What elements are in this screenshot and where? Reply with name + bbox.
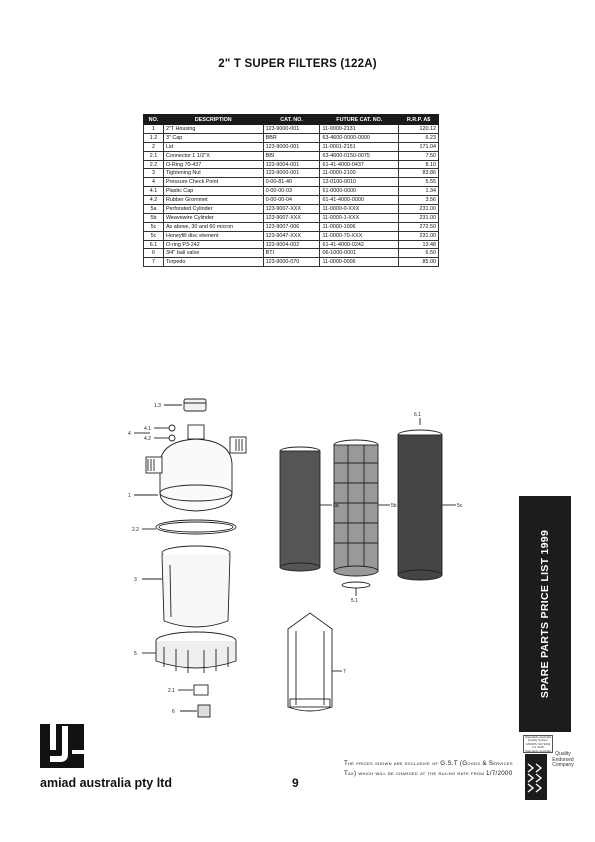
label-5c: 5c xyxy=(457,503,463,509)
table-row xyxy=(144,178,439,187)
table-row xyxy=(144,151,439,160)
cell-rrp: 171.04 xyxy=(399,142,439,151)
cell-rrp: 7.50 xyxy=(399,151,439,160)
label-6-1: 6.1 xyxy=(414,412,421,418)
cell-description: Plastic Cap xyxy=(163,187,263,196)
cell-cat-no: 123-9000-070 xyxy=(263,258,320,267)
table-header-row xyxy=(144,115,439,125)
table-row xyxy=(144,125,439,134)
torpedo-part xyxy=(288,613,342,711)
label-5: 5 xyxy=(134,651,137,657)
cell-cat-no: BBI xyxy=(263,151,320,160)
gst-disclaimer: The prices shown are exclusive of G.S.T (Goods & Services Tax) which will be charged at the ruling rate from 1/7/2000 xyxy=(344,760,513,777)
label-4-2: 4.2 xyxy=(144,436,151,442)
label-5-1: 5.1 xyxy=(351,598,358,604)
cell-no: 4.1 xyxy=(144,187,164,196)
quality-endorsed-text: Quality Endorsed Company xyxy=(552,751,574,768)
cell-future-cat-no: 11-0001-2151 xyxy=(320,142,399,151)
cell-cat-no: 0-00-00-03 xyxy=(263,187,320,196)
cell-no: 3 xyxy=(144,169,164,178)
exploded-parts-diagram xyxy=(120,385,480,725)
table-row xyxy=(144,249,439,258)
table-body xyxy=(144,125,439,267)
table-row xyxy=(144,196,439,205)
cell-description: Honeyfill disc element xyxy=(163,231,263,240)
cell-rrp: 3.56 xyxy=(399,196,439,205)
cell-rrp: 85.00 xyxy=(399,258,439,267)
label-1: 1 xyxy=(128,493,131,499)
cell-rrp: 231.00 xyxy=(399,231,439,240)
cell-description: As above, 30 and 60 micron xyxy=(163,222,263,231)
header-rrp: R.R.P. A$ xyxy=(399,115,439,125)
table-row xyxy=(144,133,439,142)
table-row xyxy=(144,222,439,231)
cell-description: Tightening Nut xyxy=(163,169,263,178)
table-row xyxy=(144,205,439,214)
cell-cat-no: BTI xyxy=(263,249,320,258)
cell-future-cat-no: 63-4600-0150-0075 xyxy=(320,151,399,160)
cell-rrp: 5.55 xyxy=(399,178,439,187)
cell-future-cat-no: 12-0100-0010 xyxy=(320,178,399,187)
cell-rrp: 120.12 xyxy=(399,125,439,134)
cell-description: 2"T Housing xyxy=(163,125,263,134)
cap-part xyxy=(164,399,206,411)
cell-description: Lid xyxy=(163,142,263,151)
table-row xyxy=(144,142,439,151)
cell-rrp: 231.00 xyxy=(399,213,439,222)
table-row xyxy=(144,240,439,249)
cell-future-cat-no: 11-0000-2131 xyxy=(320,125,399,134)
cell-cat-no: 123-9000-001 xyxy=(263,125,320,134)
cell-no: 5b xyxy=(144,213,164,222)
cell-no: 2 xyxy=(144,142,164,151)
cell-description: O-Ring 70-437 xyxy=(163,160,263,169)
bowl-part xyxy=(142,546,230,627)
cell-future-cat-no: 61-41-4000-0437 xyxy=(320,160,399,169)
cell-description: O-ring P3-242 xyxy=(163,240,263,249)
label-5a: 5a xyxy=(333,503,339,509)
honeyfill-cylinder xyxy=(398,418,456,580)
cell-no: 5c xyxy=(144,231,164,240)
weavewire-cylinder xyxy=(334,440,390,576)
header-no: NO. xyxy=(144,115,164,125)
table-row xyxy=(144,187,439,196)
cell-no: 5a xyxy=(144,205,164,214)
company-name: amiad australia pty ltd xyxy=(40,776,172,790)
table-row xyxy=(144,169,439,178)
cell-no: 1 xyxy=(144,125,164,134)
label-3: 3 xyxy=(134,577,137,583)
table-row xyxy=(144,160,439,169)
cell-cat-no: 123-9007-XXX xyxy=(263,205,320,214)
cell-no: 6 xyxy=(144,249,164,258)
cell-future-cat-no: 06-1000-0001 xyxy=(320,249,399,258)
label-4: 4 xyxy=(128,431,131,437)
table-row xyxy=(144,258,439,267)
page-title: 2" T SUPER FILTERS (122A) xyxy=(218,58,377,70)
label-1-3: 1.3 xyxy=(154,403,161,409)
cell-cat-no: 123-9007-XXX xyxy=(263,213,320,222)
cell-future-cat-no: 11-0000-1-XXX xyxy=(320,213,399,222)
cell-future-cat-no: 61-41-4000-0000 xyxy=(320,196,399,205)
sidebar-title: SPARE PARTS PRICE LIST 1999 xyxy=(539,529,551,699)
label-2-2: 2.2 xyxy=(132,527,139,533)
cell-cat-no: 123-9004-001 xyxy=(263,160,320,169)
cell-description: Torpedo xyxy=(163,258,263,267)
cell-rrp: 13.48 xyxy=(399,240,439,249)
cell-future-cat-no: 11-0000-70-XXX xyxy=(320,231,399,240)
header-description: DESCRIPTION xyxy=(163,115,263,125)
cell-rrp: 6.50 xyxy=(399,249,439,258)
cell-rrp: 6.23 xyxy=(399,133,439,142)
cell-description: Pressure Check Point xyxy=(163,178,263,187)
cell-cat-no: 123-9004-002 xyxy=(263,240,320,249)
nut-part xyxy=(142,632,236,673)
cell-no: 2.1 xyxy=(144,151,164,160)
cell-description: Weavewire Cylinder xyxy=(163,213,263,222)
cell-cat-no: 123-9000-001 xyxy=(263,169,320,178)
cell-no: 2.2 xyxy=(144,160,164,169)
amiad-logo xyxy=(40,720,88,772)
quality-system-stamp: Standards Australia Quality System AS/NZS ISO 9002 Lic 4145 Standards Australia xyxy=(524,735,551,753)
table-row xyxy=(144,231,439,240)
cell-future-cat-no: 11-0000-0006 xyxy=(320,258,399,267)
cell-no: 6.1 xyxy=(144,240,164,249)
table-row xyxy=(144,213,439,222)
cell-no: 7 xyxy=(144,258,164,267)
label-6: 6 xyxy=(172,709,175,715)
label-2-1: 2.1 xyxy=(168,688,175,694)
cell-future-cat-no: 11-0000-0-XXX xyxy=(320,205,399,214)
cell-future-cat-no: 11-0000-2100 xyxy=(320,169,399,178)
cell-cat-no: BBR xyxy=(263,133,320,142)
cell-description: 3/4" ball valve xyxy=(163,249,263,258)
cell-future-cat-no: 61-41-4000-0242 xyxy=(320,240,399,249)
cell-no: 4.2 xyxy=(144,196,164,205)
cell-cat-no: 123-9047-XXX xyxy=(263,231,320,240)
cell-no: 5c xyxy=(144,222,164,231)
cell-rrp: 272.50 xyxy=(399,222,439,231)
page-number: 9 xyxy=(292,776,299,790)
cell-cat-no: 123-9007-006 xyxy=(263,222,320,231)
cell-cat-no: 123-9000-001 xyxy=(263,142,320,151)
cell-description: Connector 1 1/2"X xyxy=(163,151,263,160)
cell-cat-no: 0-00-81-40 xyxy=(263,178,320,187)
label-4-1: 4.1 xyxy=(144,426,151,432)
cell-future-cat-no: 61-0000-0000 xyxy=(320,187,399,196)
perforated-cylinder xyxy=(280,447,332,571)
header-future-cat-no: FUTURE CAT. NO. xyxy=(320,115,399,125)
cell-rrp: 83.86 xyxy=(399,169,439,178)
spare-parts-table xyxy=(143,114,439,267)
label-7: 7 xyxy=(343,669,346,675)
cell-cat-no: 0-00-00-04 xyxy=(263,196,320,205)
cell-description: Perforated Cylinder xyxy=(163,205,263,214)
cell-description: 3" Cap xyxy=(163,133,263,142)
cell-no: 1.2 xyxy=(144,133,164,142)
cell-no: 4 xyxy=(144,178,164,187)
label-5b: 5b xyxy=(391,503,397,509)
cell-rrp: 8.10 xyxy=(399,160,439,169)
cell-rrp: 231.00 xyxy=(399,205,439,214)
cell-future-cat-no: 11-0000-1006 xyxy=(320,222,399,231)
cell-description: Rubber Grommet xyxy=(163,196,263,205)
cell-rrp: 1.34 xyxy=(399,187,439,196)
header-cat-no: CAT. NO. xyxy=(263,115,320,125)
cell-future-cat-no: 63-4600-0000-0000 xyxy=(320,133,399,142)
